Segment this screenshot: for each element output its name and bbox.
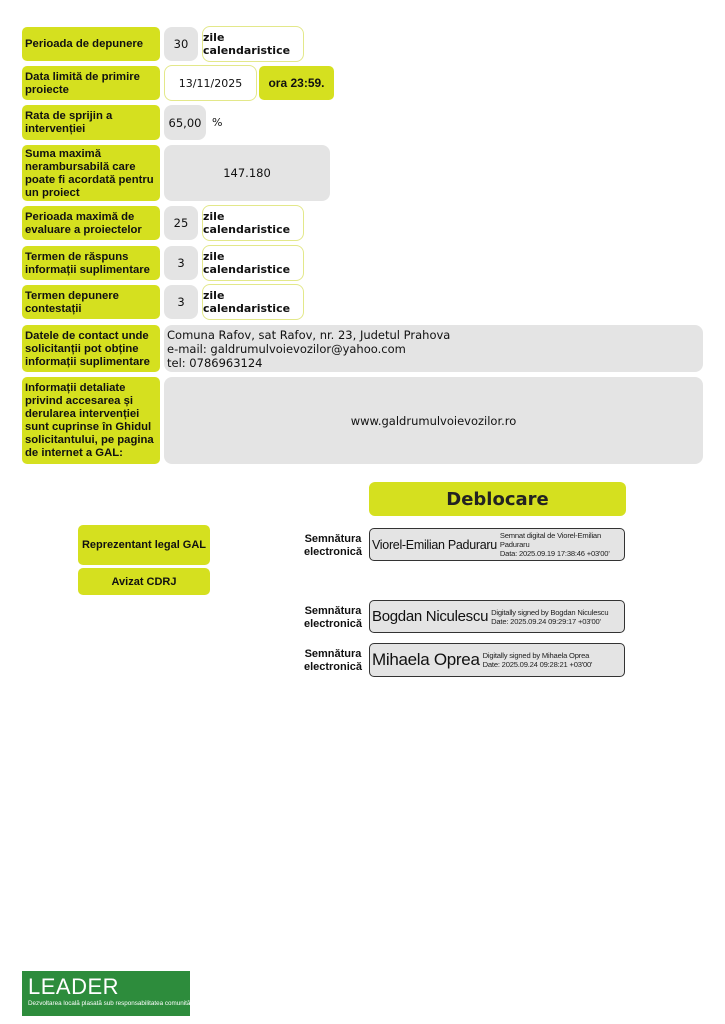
signature-name-2: Bogdan Niculescu xyxy=(372,608,489,625)
signature-box-3[interactable] xyxy=(369,643,625,677)
signature-meta1-1: Semnat digital de Viorel-Emilian Paduraru xyxy=(499,531,601,549)
leader-subtitle: Dezvoltarea locală plasată sub responsabilitatea comunității xyxy=(28,1000,195,1007)
unit-perioada-evaluare: zile calendaristice xyxy=(202,205,304,241)
signature-meta-3 xyxy=(483,651,593,669)
label-perioada-depunere: Perioada de depunere xyxy=(22,27,160,61)
signature-box-2[interactable] xyxy=(369,600,625,633)
signature-label-3: Semnătura electronică xyxy=(303,648,363,673)
label-perioada-evaluare: Perioada maximă de evaluare a proiectelor xyxy=(22,206,160,240)
unit-termen-raspuns: zile calendaristice xyxy=(202,245,304,281)
contact-address: Comuna Rafov, sat Rafov, nr. 23, Judetul Prahova xyxy=(167,327,451,342)
unit-termen-contestatii: zile calendaristice xyxy=(202,284,304,320)
signature-meta-1 xyxy=(500,531,622,558)
value-perioada-evaluare: 25 xyxy=(164,206,198,240)
value-termen-contestatii: 3 xyxy=(164,285,198,319)
signature-meta2-3: Date: 2025.09.24 09:28:21 +03'00' xyxy=(482,660,593,669)
time-data-limita: ora 23:59. xyxy=(259,66,334,100)
signature-name-1: Viorel-Emilian Paduraru xyxy=(372,537,497,552)
label-rata-sprijin: Rata de sprijin a intervenției xyxy=(22,105,160,140)
value-rata-sprijin: 65,00 xyxy=(164,105,206,140)
contact-box xyxy=(164,325,703,372)
deblocare-banner: Deblocare xyxy=(369,482,626,516)
signature-meta2-1: Data: 2025.09.19 17:38:46 +03'00' xyxy=(499,549,610,558)
leader-logo xyxy=(22,971,195,1016)
value-termen-raspuns: 3 xyxy=(164,246,198,280)
signature-name-3: Mihaela Oprea xyxy=(372,650,480,669)
signature-meta-2 xyxy=(491,608,608,626)
label-data-limita: Data limită de primire proiecte xyxy=(22,66,160,100)
signature-meta1-3: Digitally signed by Mihaela Oprea xyxy=(482,651,590,660)
signature-label-2: Semnătura electronică xyxy=(303,605,363,630)
avizat-cdrj: Avizat CDRJ xyxy=(78,568,210,595)
value-info-detaliate: www.galdrumulvoievozilor.ro xyxy=(164,377,703,464)
label-termen-contestatii: Termen depunere contestații xyxy=(22,285,160,319)
label-suma-maxima: Suma maximă nerambursabilă care poate fi acordată pentru un proiect xyxy=(22,145,160,201)
signature-meta1-2: Digitally signed by Bogdan Niculescu xyxy=(491,607,609,617)
label-contact: Datele de contact unde solicitanții pot obține informații suplimentare xyxy=(22,325,160,372)
value-data-limita: 13/11/2025 xyxy=(164,65,257,101)
label-info-detaliate: Informații detaliate privind accesarea și derularea intervenției sunt cuprinse în Ghidul solicitantului, pe pagina de internet a GAL: xyxy=(22,377,160,464)
unit-perioada-depunere: zile calendaristice xyxy=(202,26,304,62)
signature-meta2-2: Date: 2025.09.24 09:29:17 +03'00' xyxy=(491,616,601,626)
signature-label-1: Semnătura electronică xyxy=(303,533,363,558)
contact-email: e-mail: galdrumulvoievozilor@yahoo.com xyxy=(167,341,406,356)
leader-title: LEADER xyxy=(28,974,120,999)
signature-box-1[interactable] xyxy=(369,528,625,561)
reprezentant-legal-gal: Reprezentant legal GAL xyxy=(78,525,210,565)
contact-tel: tel: 0786963124 xyxy=(167,355,263,370)
value-suma-maxima: 147.180 xyxy=(164,145,330,201)
unit-rata-sprijin: % xyxy=(212,116,223,129)
label-termen-raspuns: Termen de răspuns informații suplimentare xyxy=(22,246,160,280)
value-perioada-depunere: 30 xyxy=(164,27,198,61)
